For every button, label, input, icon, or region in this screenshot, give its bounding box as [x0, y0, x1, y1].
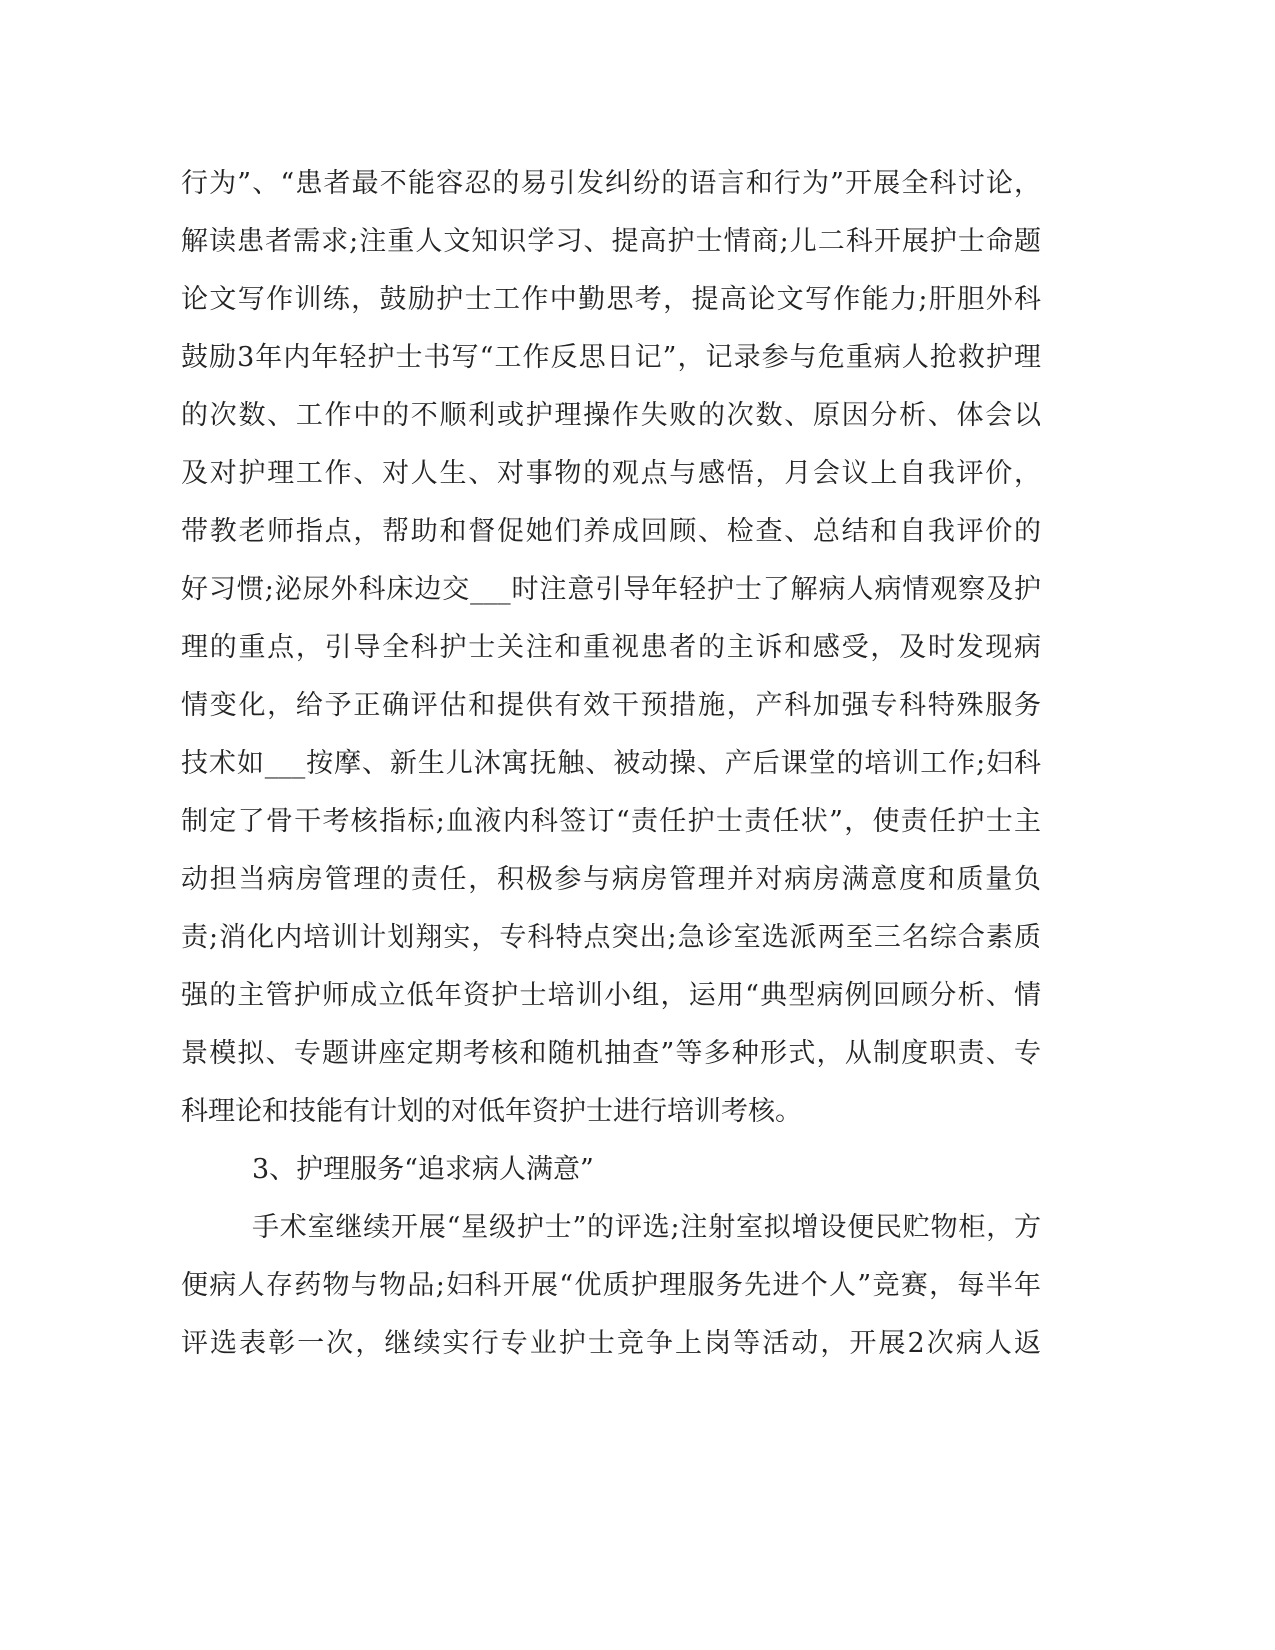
text-line: 科理论和技能有计划的对低年资护士进行培训考核。 [181, 1096, 802, 1127]
text-line: 制定了骨干考核指标;血液内科签订“责任护士责任状”，使责任护士主 [181, 806, 1041, 837]
text-line: 强的主管护师成立低年资护士培训小组，运用“典型病例回顾分析、情 [181, 980, 1041, 1011]
text-line: 责;消化内培训计划翔实，专科特点突出;急诊室选派两至三名综合素质 [181, 922, 1041, 953]
text-line: 行为”、“患者最不能容忍的易引发纠纷的语言和行为”开展全科讨论， [181, 168, 1041, 199]
text-line: 及对护理工作、对人生、对事物的观点与感悟，月会议上自我评价， [181, 458, 1041, 489]
text-line: 带教老师指点，帮助和督促她们养成回顾、检查、总结和自我评价的 [181, 516, 1041, 547]
text-line: 便病人存药物与物品;妇科开展“优质护理服务先进个人”竞赛，每半年 [181, 1270, 1041, 1301]
text-line: 的次数、工作中的不顺利或护理操作失败的次数、原因分析、体会以 [181, 400, 1041, 431]
text-line: 情变化，给予正确评估和提供有效干预措施，产科加强专科特殊服务 [181, 690, 1041, 721]
text-line: 手术室继续开展“星级护士”的评选;注射室拟增设便民贮物柜，方 [252, 1212, 1041, 1243]
text-line: 理的重点，引导全科护士关注和重视患者的主诉和感受，及时发现病 [181, 632, 1041, 663]
text-line: 技术如___按摩、新生儿沐寓抚触、被动操、产后课堂的培训工作;妇科 [181, 748, 1041, 779]
text-line: 好习惯;泌尿外科床边交___时注意引导年轻护士了解病人病情观察及护 [181, 574, 1041, 605]
text-line: 评选表彰一次，继续实行专业护士竞争上岗等活动，开展2次病人返 [181, 1328, 1041, 1359]
text-line: 景模拟、专题讲座定期考核和随机抽查”等多种形式，从制度职责、专 [181, 1038, 1041, 1069]
text-line: 论文写作训练，鼓励护士工作中勤思考，提高论文写作能力;肝胆外科 [181, 284, 1041, 315]
section-heading: 3、护理服务“追求病人满意” [252, 1154, 594, 1185]
text-line: 解读患者需求;注重人文知识学习、提高护士情商;儿二科开展护士命题 [181, 226, 1041, 257]
text-line: 鼓励3年内年轻护士书写“工作反思日记”，记录参与危重病人抢救护理 [181, 342, 1041, 373]
text-line: 动担当病房管理的责任，积极参与病房管理并对病房满意度和质量负 [181, 864, 1041, 895]
